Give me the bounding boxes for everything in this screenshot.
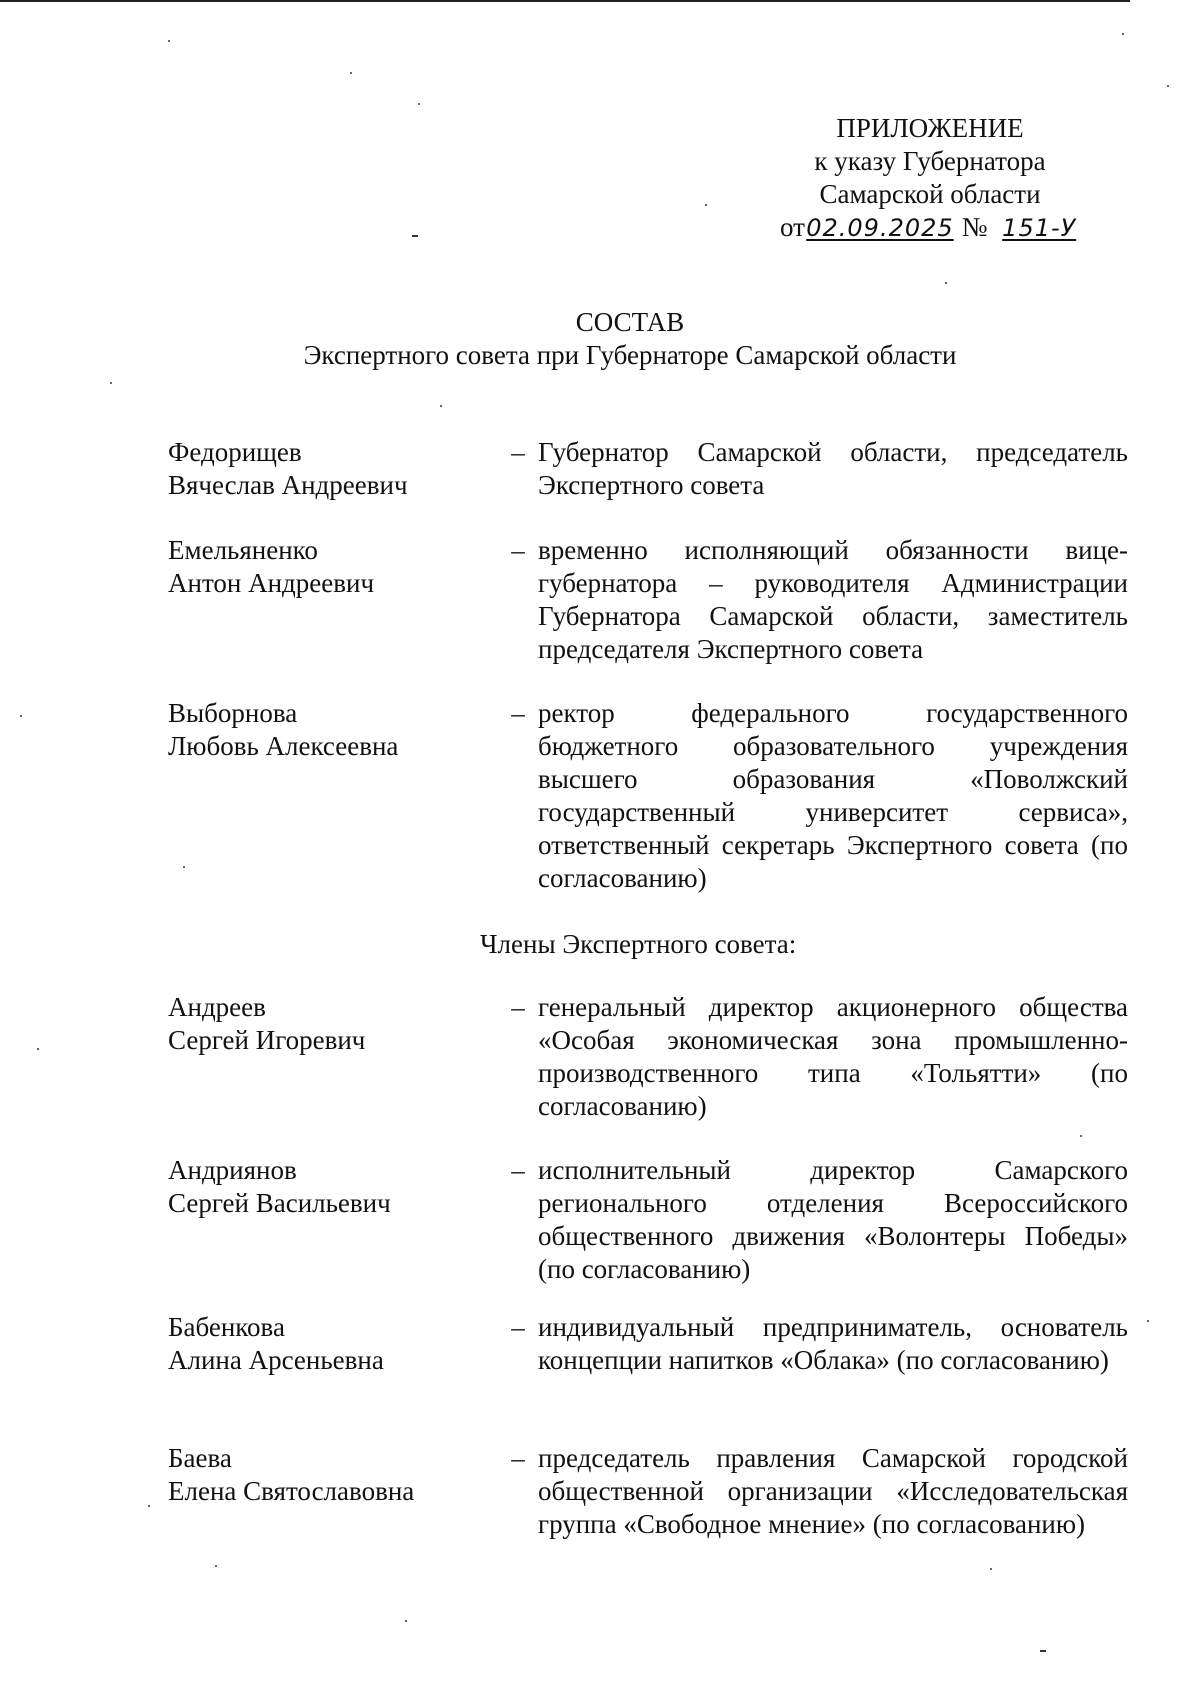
approval-date-line — [780, 211, 1080, 245]
member-name — [168, 436, 468, 502]
member-given-name: Антон Андреевич — [168, 568, 375, 598]
date-prefix: от — [780, 212, 805, 242]
approval-block — [780, 112, 1080, 245]
entry-dash: – — [511, 1312, 525, 1342]
member-role: генеральный директор акционерного общества «Особая экономическая зона промышленно-производственного типа «Тольятти» (по согласованию) — [538, 992, 1128, 1121]
member-role: Губернатор Самарской области, председатель Экспертного совета — [538, 437, 1128, 500]
member-given-name: Елена Святославовна — [168, 1476, 415, 1506]
scan-speck — [412, 235, 418, 237]
member-given-name: Сергей Игоревич — [168, 1025, 366, 1055]
member-name — [168, 1311, 468, 1377]
approval-line-region: Самарской области — [819, 179, 1041, 209]
member-given-name: Сергей Васильевич — [168, 1188, 391, 1218]
scan-speck — [168, 40, 170, 42]
member-surname: Федорищев — [168, 437, 302, 467]
scan-speck — [990, 1568, 992, 1570]
scan-speck — [148, 1505, 150, 1507]
entry-dash: – — [511, 698, 525, 728]
scan-speck — [37, 1048, 39, 1050]
scan-speck — [945, 282, 947, 284]
entry-dash: – — [511, 437, 525, 467]
scan-speck — [705, 204, 707, 206]
handwritten-date: 02.09.2025 — [806, 214, 954, 242]
member-name — [168, 991, 468, 1057]
member-surname: Емельяненко — [168, 535, 318, 565]
member-surname: Выборнова — [168, 698, 298, 728]
member-surname: Баева — [168, 1443, 232, 1473]
member-name — [168, 1442, 468, 1508]
member-given-name: Любовь Алексеевна — [168, 731, 399, 761]
title-subtitle: Экспертного совета при Губернаторе Самарской области — [303, 340, 957, 370]
entry-dash: – — [511, 1155, 525, 1185]
member-role: исполнительный директор Самарского регионального отделения Всероссийского общественного движения «Волонтеры Победы» (по согласованию) — [538, 1155, 1128, 1284]
scan-speck — [215, 1565, 217, 1567]
title-main: СОСТАВ — [575, 307, 685, 337]
scan-speck — [1040, 1650, 1046, 1652]
approval-title: ПРИЛОЖЕНИЕ — [836, 113, 1024, 143]
member-role: временно исполняющий обязанности вице-губернатора – руководителя Администрации Губернатора Самарской области, заместитель председателя Экспертного совета — [538, 535, 1128, 664]
member-name — [168, 534, 468, 600]
scan-speck — [110, 382, 112, 384]
member-name — [168, 697, 468, 763]
member-given-name: Алина Арсеньевна — [168, 1345, 384, 1375]
scan-speck — [1147, 1320, 1149, 1322]
members-heading: Члены Экспертного совета: — [480, 929, 797, 959]
scan-speck — [183, 866, 185, 868]
scan-speck — [418, 103, 420, 105]
scan-speck — [405, 1620, 407, 1622]
member-given-name: Вячеслав Андреевич — [168, 470, 408, 500]
document-title — [0, 306, 1200, 372]
scan-speck — [1080, 1135, 1082, 1137]
member-role: председатель правления Самарской городской общественной организации «Исследовательская группа «Свободное мнение» (по согласованию) — [538, 1443, 1128, 1539]
member-role: ректор федерального государственного бюджетного образовательного учреждения высшего образования «Поволжский государственный университет сервиса», ответственный секретарь Экспертного совета (по согласованию) — [538, 698, 1128, 893]
number-prefix: № — [961, 212, 988, 242]
approval-line-decree: к указу Губернатора — [814, 146, 1046, 176]
scan-speck — [20, 715, 22, 717]
entry-dash: – — [511, 535, 525, 565]
entry-dash: – — [511, 992, 525, 1022]
scan-speck — [1122, 33, 1124, 35]
entry-dash: – — [511, 1443, 525, 1473]
scan-speck — [350, 72, 352, 74]
member-surname: Бабенкова — [168, 1312, 285, 1342]
scan-speck — [1167, 85, 1169, 87]
member-role: индивидуальный предприниматель, основатель концепции напитков «Облака» (по согласованию) — [538, 1312, 1128, 1375]
member-surname: Андреев — [168, 992, 266, 1022]
scan-speck — [440, 405, 442, 407]
handwritten-number: 151-У — [1002, 214, 1077, 242]
member-surname: Андриянов — [168, 1155, 297, 1185]
member-name — [168, 1154, 468, 1220]
